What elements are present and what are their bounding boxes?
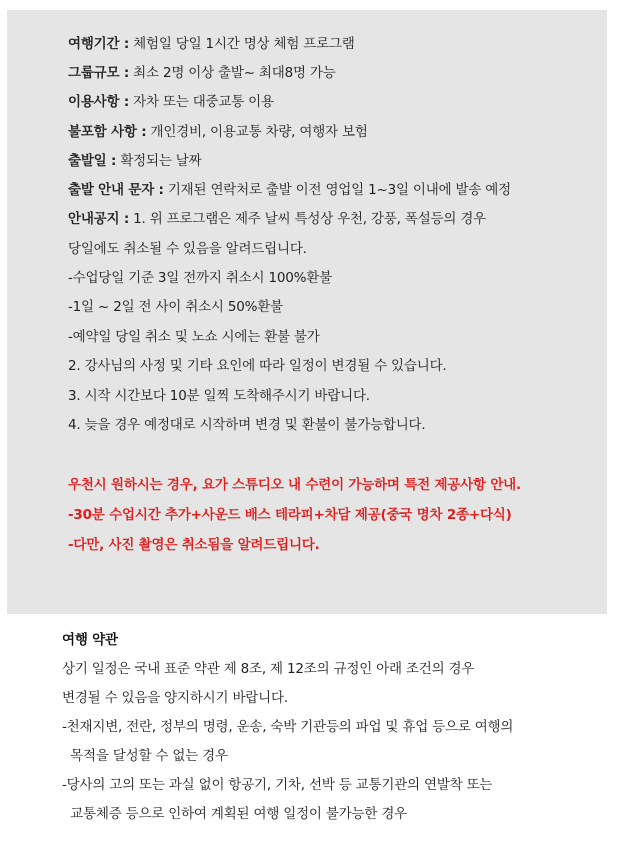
info-line-notice <box>68 207 486 227</box>
notice-line: 2. 강사님의 사정 및 기타 요인에 따라 일정이 변경될 수 있습니다. <box>68 358 447 374</box>
info-text: 자차 또는 대중교통 이용 <box>129 94 274 110</box>
notice-line: -예약일 당일 취소 및 노쇼 시에는 환불 불가 <box>68 329 320 345</box>
info-line-period <box>68 32 355 52</box>
info-label: 그룹규모 : <box>68 65 130 81</box>
info-text: 확정되는 날짜 <box>116 153 202 169</box>
info-label: 안내공지 : <box>68 211 130 227</box>
notice-line: -1일 ~ 2일 전 사이 취소시 50%환불 <box>68 299 283 315</box>
red-notice-line: 우천시 원하시는 경우, 요가 스튜디오 내 수련이 가능하며 특전 제공사항 안내. <box>68 477 521 493</box>
red-notice-line: -다만, 사진 촬영은 취소됨을 알려드립니다. <box>68 537 320 553</box>
info-line-group <box>68 61 336 81</box>
notice-line: -수업당일 기준 3일 전까지 취소시 100%환불 <box>68 270 332 286</box>
info-line-departure <box>68 149 201 169</box>
info-line-excluded <box>68 120 368 140</box>
terms-line: 교통체증 등으로 인하여 계획된 여행 일정이 불가능한 경우 <box>62 806 408 822</box>
info-text: 기재된 연락처로 출발 이전 영업일 1~3일 이내에 발송 예정 <box>163 182 511 198</box>
terms-line: -당사의 고의 또는 과실 없이 항공기, 기차, 선박 등 교통기관의 연발착 또는 <box>62 777 493 793</box>
info-text: 개인경비, 이용교통 차량, 여행자 보험 <box>146 124 368 140</box>
info-text: 최소 2명 이상 출발~ 최대8명 가능 <box>129 65 336 81</box>
terms-line: -천재지변, 전란, 정부의 명령, 운송, 숙박 기관등의 파업 및 휴업 등으로 여행의 <box>62 719 514 735</box>
info-label: 여행기간 : <box>68 36 130 52</box>
info-line-sms <box>68 178 511 198</box>
terms-line: 변경될 수 있음을 양지하시기 바랍니다. <box>62 690 288 706</box>
notice-line: 4. 늦을 경우 예정대로 시작하며 변경 및 환불이 불가능합니다. <box>68 417 426 433</box>
terms-title: 여행 약관 <box>62 632 118 648</box>
info-text: 체험일 당일 1시간 명상 체험 프로그램 <box>129 36 355 52</box>
terms-line: 상기 일정은 국내 표준 약관 제 8조, 제 12조의 규정인 아래 조건의 경우 <box>62 661 475 677</box>
info-line-usage <box>68 90 274 110</box>
info-label: 출발일 : <box>68 153 117 169</box>
info-label: 이용사항 : <box>68 94 130 110</box>
info-label: 불포함 사항 : <box>68 124 147 140</box>
info-label: 출발 안내 문자 : <box>68 182 164 198</box>
red-notice-line: -30분 수업시간 추가+사운드 배스 테라피+차담 제공(중국 명차 2종+다식) <box>68 507 512 523</box>
notice-line: 당일에도 취소될 수 있음을 알려드립니다. <box>68 241 307 257</box>
notice-line: 3. 시작 시간보다 10분 일찍 도착해주시기 바랍니다. <box>68 388 370 404</box>
terms-line: 목적을 달성할 수 없는 경우 <box>62 748 228 764</box>
info-text: 1. 위 프로그램은 제주 날씨 특성상 우천, 강풍, 폭설등의 경우 <box>129 211 486 227</box>
